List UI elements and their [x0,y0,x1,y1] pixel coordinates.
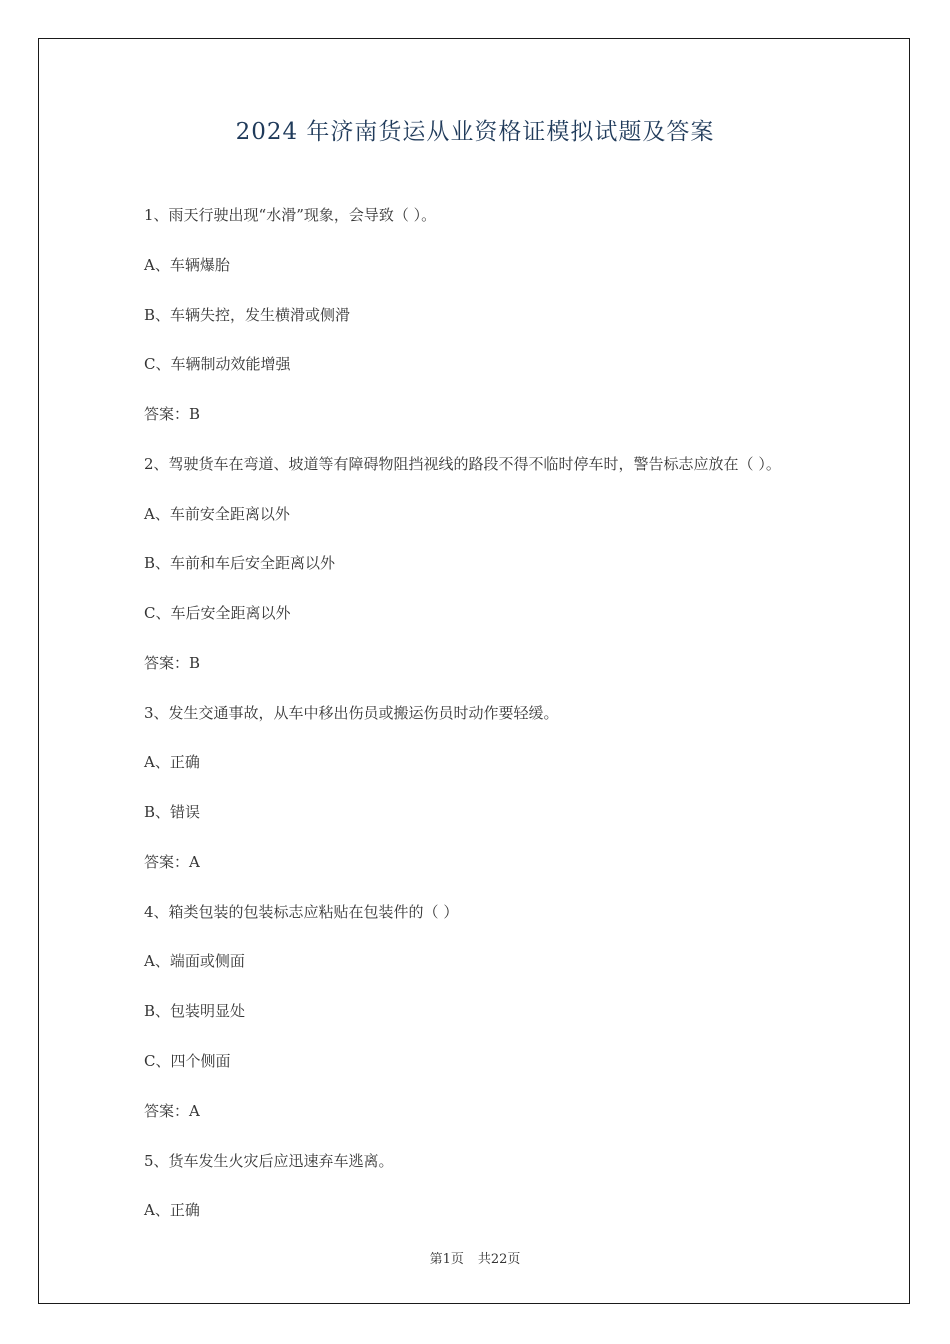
answer-2: 答案：B [144,654,201,672]
option-3b: B、错误 [144,803,201,821]
question-2: 2、驾驶货车在弯道、坡道等有障碍物阻挡视线的路段不得不临时停车时，警告标志应放在（ ）。 [144,455,781,473]
option-5a: A、正确 [144,1201,200,1219]
page-total: 共22页 [477,1252,521,1267]
option-1b: B、车辆失控，发生横滑或侧滑 [144,306,351,324]
document-title: 2024 年济南货运从业资格证模拟试题及答案 [235,119,715,145]
page-number: 第1页 [429,1252,464,1267]
answer-1: 答案：B [144,405,201,423]
option-1a: A、车辆爆胎 [144,256,230,274]
question-1: 1、雨天行驶出现“水滑”现象，会导致（ ）。 [144,206,437,224]
option-4b: B、包装明显处 [144,1002,246,1020]
question-5: 5、货车发生火灾后应迅速弃车逃离。 [144,1152,394,1170]
question-4: 4、箱类包装的包装标志应粘贴在包装件的（ ） [144,903,459,921]
answer-3: 答案：A [144,853,200,871]
option-4a: A、端面或侧面 [144,952,245,970]
page-footer [0,1248,950,1267]
option-2c: C、车后安全距离以外 [144,604,291,622]
option-2b: B、车前和车后安全距离以外 [144,554,336,572]
option-2a: A、车前安全距离以外 [144,505,290,523]
answer-4: 答案：A [144,1102,200,1120]
option-4c: C、四个侧面 [144,1052,231,1070]
option-1c: C、车辆制动效能增强 [144,355,291,373]
question-3: 3、发生交通事故，从车中移出伤员或搬运伤员时动作要轻缓。 [144,704,559,722]
option-3a: A、正确 [144,753,200,771]
